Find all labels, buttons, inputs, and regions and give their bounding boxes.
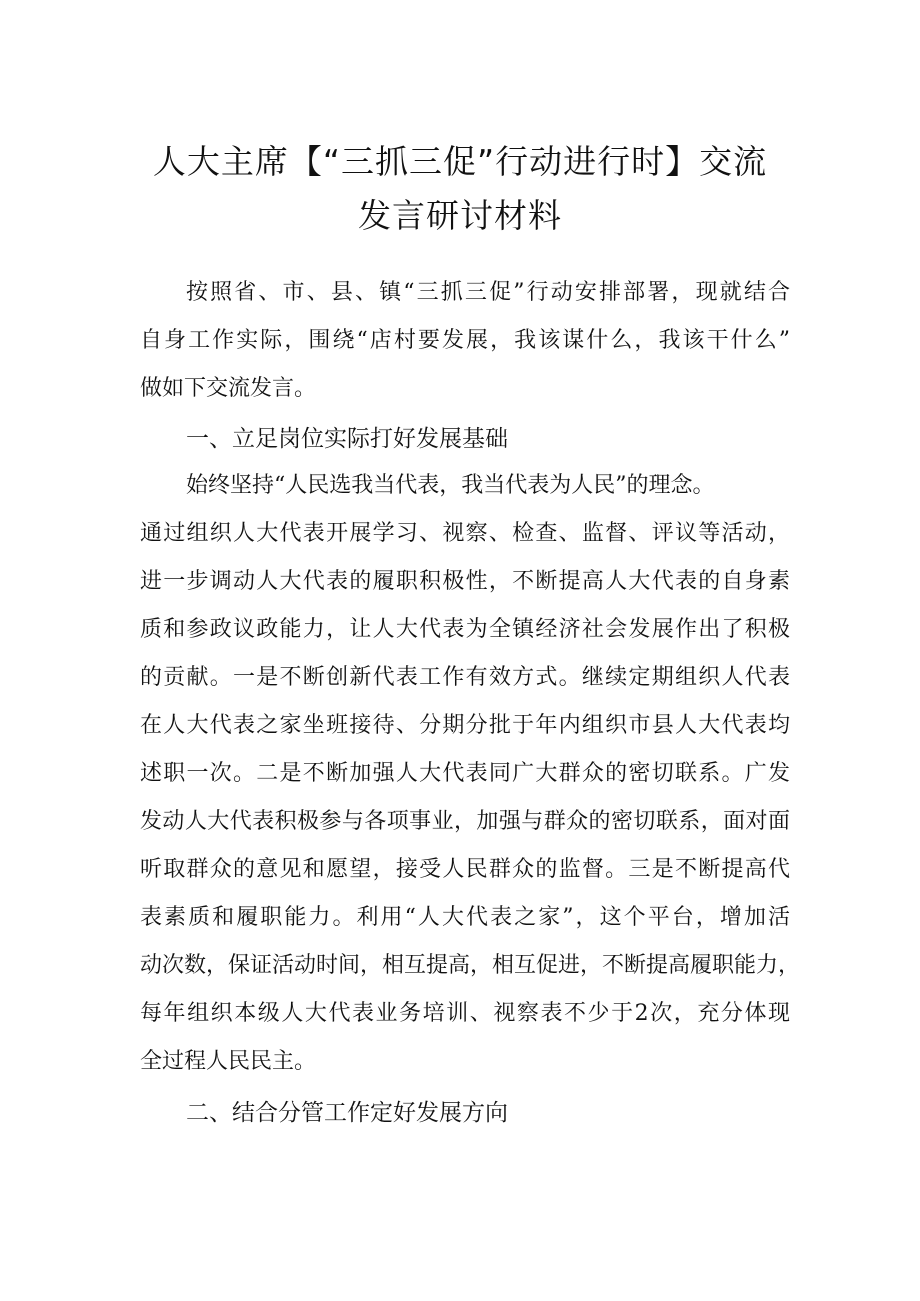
- section-1-line-10: 表素质和履职能力。利用“人大代表之家”，这个平台，增加活: [140, 905, 790, 930]
- section-1-line-2: 通过组织人大代表开展学习、视察、检查、监督、评议等活动，: [140, 521, 790, 546]
- section-1-line-12: 每年组织本级人大代表业务培训、视察表不少于2次，充分体现: [140, 1001, 790, 1026]
- section-1-line-9: 听取群众的意见和愿望，接受人民群众的监督。三是不断提高代: [140, 857, 790, 882]
- section-1-line-5: 的贡献。一是不断创新代表工作有效方式。继续定期组织人代表: [140, 665, 790, 690]
- section-1-line-3: 进一步调动人大代表的履职积极性，不断提高人大代表的自身素: [140, 569, 790, 594]
- section-1-line-8: 发动人大代表积极参与各项事业，加强与群众的密切联系，面对面: [140, 809, 790, 834]
- section-1-line-13: 全过程人民民主。: [140, 1049, 317, 1074]
- document-title-line-1: 人大主席【“三抓三促”行动进行时】交流: [152, 142, 768, 181]
- section-1-line-4: 质和参政议政能力，让人大代表为全镇经济社会发展作出了积极: [140, 617, 790, 642]
- section-1-line-1: 始终坚持“人民选我当代表，我当代表为人民”的理念。: [186, 473, 715, 498]
- section-1-heading: 一、立足岗位实际打好发展基础: [186, 426, 508, 452]
- section-1-line-7: 述职一次。二是不断加强人大代表同广大群众的密切联系。广发: [140, 761, 790, 786]
- document-title-line-2: 发言研讨材料: [358, 196, 562, 235]
- section-1-line-6: 在人大代表之家坐班接待、分期分批于年内组织市县人大代表均: [140, 713, 790, 738]
- intro-line-1: 按照省、市、县、镇“三抓三促”行动安排部署，现就结合: [186, 280, 790, 305]
- section-1-line-11: 动次数，保证活动时间，相互提高，相互促进，不断提高履职能力，: [140, 953, 801, 978]
- intro-line-3: 做如下交流发言。: [140, 376, 317, 401]
- intro-line-2: 自身工作实际，围绕“店村要发展，我该谋什么，我该干什么”: [140, 328, 790, 353]
- section-2-heading: 二、结合分管工作定好发展方向: [186, 1100, 508, 1126]
